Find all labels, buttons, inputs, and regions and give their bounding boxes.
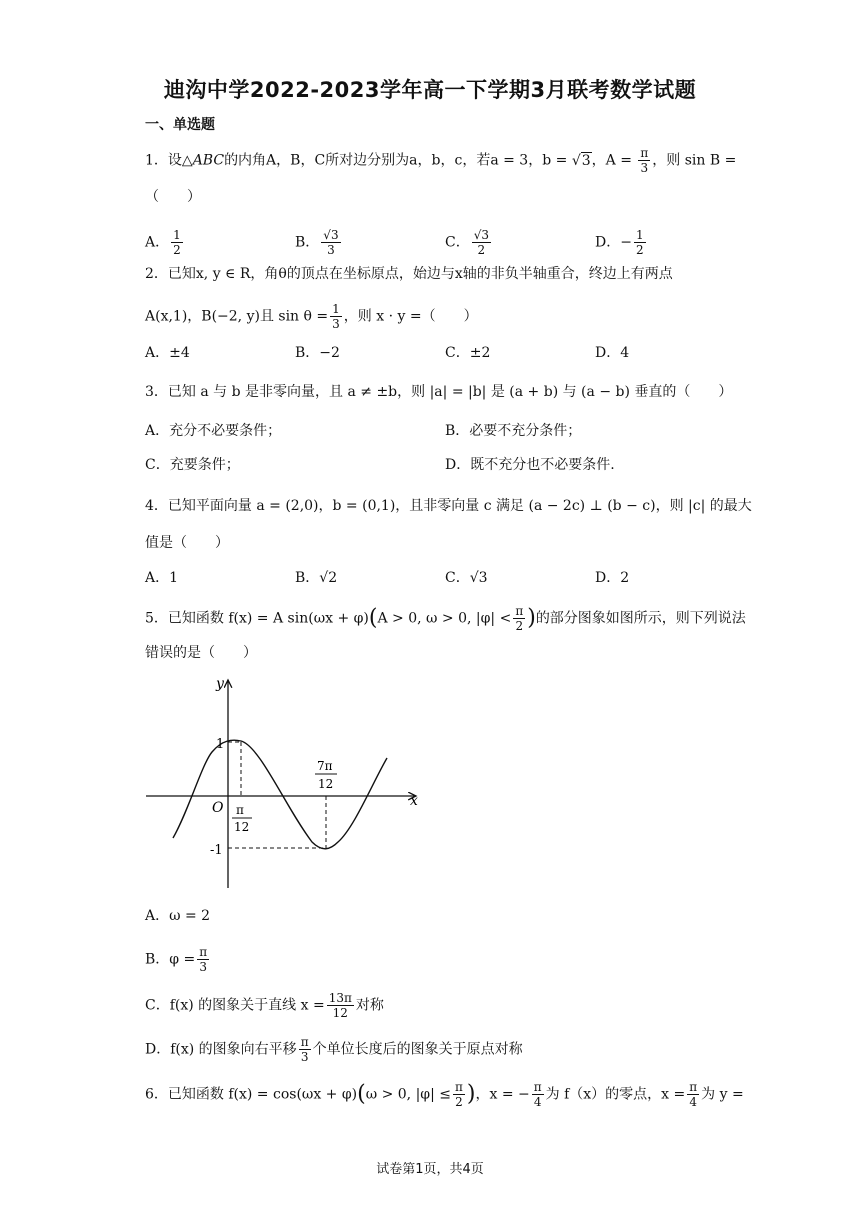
q5-option-b: B．φ = $\frac{\pi}{3}$ xyxy=(145,945,208,974)
q3-option-d: D．既不充分也不必要条件. xyxy=(445,457,615,473)
q3-option-a: A．充分不必要条件； xyxy=(145,423,282,439)
q5-option-d: D．f(x) 的图象向右平移 $\frac{\pi}{3}$ 个单位长度后的图象关于原点对称 xyxy=(145,1035,523,1064)
section-heading: 一、单选题 xyxy=(145,117,215,133)
q2-line-2: A(x,1)，B(−2, y)且 sin θ = $\frac{1}{3}$ ，则 x · y =（ ） xyxy=(145,302,478,331)
q3-line-1: 3．已知 a 与 b 是非零向量，且 a ≠ ±b，则 |a| = |b| 是 (a + b) 与 (a − b) 垂直的（ ） xyxy=(145,384,733,400)
q1-text-g: ，则 sin B = xyxy=(652,152,737,169)
q5-line-2: 错误的是（ ） xyxy=(145,645,257,661)
q5-option-c: C．f(x) 的图象关于直线 x = $\frac{13\pi}{12}$ 对称 xyxy=(145,991,384,1020)
peak-x-den: 12 xyxy=(234,820,250,834)
y-max-label: 1 xyxy=(216,737,225,752)
peak-x-num: π xyxy=(236,803,244,817)
q3-option-b: B．必要不充分条件； xyxy=(445,423,582,439)
y-axis-label: y xyxy=(216,676,224,692)
q1-triangle: △ABC xyxy=(181,152,225,169)
q1-sqrt: √3 xyxy=(571,152,591,169)
q1-text-e: ，A = xyxy=(591,152,632,169)
trough-x-num: 7π xyxy=(317,759,333,773)
q3-option-c: C．充要条件； xyxy=(145,457,240,473)
q5-line-1: 5．已知函数 f(x) = A sin(ωx + φ)(A > 0, ω > 0, |φ| < $\frac{\pi}{2}$ )的部分图象如图所示，则下列说法 xyxy=(145,604,746,633)
q4-option-b: B．√2 xyxy=(295,570,338,586)
q1-option-c: C． $\frac{√3}{2}$ xyxy=(445,228,489,257)
q1-blank: （ ） xyxy=(145,189,201,205)
q4-option-c: C．√3 xyxy=(445,570,488,586)
q4-line-2: 值是（ ） xyxy=(145,535,229,551)
q5-function-graph xyxy=(140,672,430,894)
trough-x-den: 12 xyxy=(318,777,334,791)
q2-option-b: B．−2 xyxy=(295,345,340,361)
q1-option-a: A． $\frac{1}{2}$ xyxy=(145,228,181,257)
q4-option-a: A．1 xyxy=(145,570,179,586)
q2-option-a: A．±4 xyxy=(145,345,190,361)
q1-option-b: B． $\frac{√3}{3}$ xyxy=(295,228,339,257)
origin-label: O xyxy=(212,800,224,816)
q1-text-a: 1．设 xyxy=(145,152,182,169)
sine-curve xyxy=(173,740,387,849)
q4-option-d: D．2 xyxy=(595,570,630,586)
q2-line-1: 2．已知x, y ∈ R，角θ的顶点在坐标原点，始边与x轴的非负半轴重合，终边上有两点 xyxy=(145,266,673,282)
page-title: 迪沟中学2022-2023学年高一下学期3月联考数学试题 xyxy=(163,78,697,102)
question-1 xyxy=(145,146,736,175)
x-axis-label: x xyxy=(410,793,418,809)
q4-line-1: 4．已知平面向量 a = (2,0)，b = (0,1)，且非零向量 c 满足 (a − 2c) ⊥ (b − c)，则 |c| 的最大 xyxy=(145,498,752,514)
q1-fraction: $\frac{\pi}{3}$ xyxy=(640,146,649,175)
q2-option-d: D．4 xyxy=(595,345,630,361)
q5-option-a: A．ω = 2 xyxy=(145,908,211,924)
q2-option-c: C．±2 xyxy=(445,345,491,361)
q6-line-1: 6．已知函数 f(x) = cos(ωx + φ)(ω > 0, |φ| ≤ $\frac{\pi}{2}$ )，x = − $\frac{\pi}{4}$ 为 f（x）的零点，x = $\frac{\pi}{4}$ 为 y = xyxy=(145,1080,744,1109)
q1-option-d: D．− $\frac{1}{2}$ xyxy=(595,228,644,257)
y-min-label: -1 xyxy=(210,843,223,858)
page-footer: 试卷第1页，共4页 xyxy=(376,1162,484,1177)
q1-text-c: 的内角A，B，C所对边分别为a，b，c，若a = 3，b = xyxy=(224,152,568,169)
